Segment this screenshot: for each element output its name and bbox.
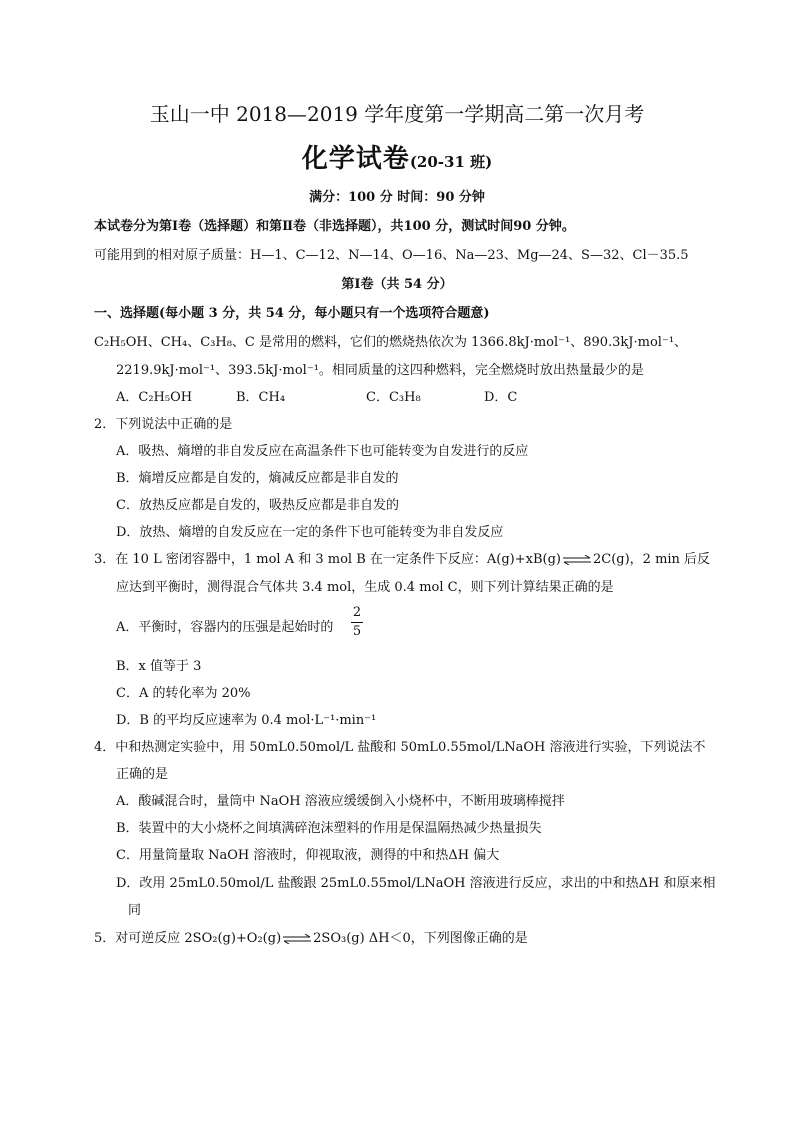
q1-option-a: A．C₂H₅OH <box>116 390 193 405</box>
question-1-options <box>116 389 517 407</box>
q3-option-b: B．x 值等于 3 <box>116 659 202 674</box>
part1-heading: 第Ⅰ卷（共 54 分） <box>341 277 453 292</box>
question-5-stem <box>94 930 528 948</box>
question-4-line-2: 正确的是 <box>116 767 169 782</box>
q3-line-1-post: 2C(g)，2 min 后反 <box>592 552 711 567</box>
question-3-line-2: 应达到平衡时，测得混合气体共 3.4 mol，生成 0.4 mol C，则下列计算结果正确的是 <box>116 580 614 595</box>
q3-line-1-pre: 3．在 10 L 密闭容器中，1 mol A 和 3 mol B 在一定条件下反应：A(g)+xB(g) <box>94 552 561 567</box>
exam-intro: 本试卷分为第Ⅰ卷（选择题）和第Ⅱ卷（非选择题），共100 分，测试时间90 分钟。 <box>94 219 575 234</box>
q2-option-d: D．放热、熵增的自发反应在一定的条件下也可能转变为非自发反应 <box>116 525 504 540</box>
section-title: 一、选择题(每小题 3 分，共 54 分，每小题只有一个选项符合题意) <box>94 306 490 321</box>
q1-option-c: C．C₃H₈ <box>366 390 421 405</box>
q3-fraction <box>351 605 363 640</box>
q4-option-d-line-1: D．改用 25mL0.50mol/L 盐酸跟 25mL0.55mol/LNaOH 溶液进行反应，求出的中和热ΔH 和原来相 <box>116 876 716 891</box>
equilibrium-arrow-icon <box>562 555 592 565</box>
q2-option-b: B．熵增反应都是自发的，熵减反应都是非自发的 <box>116 471 399 486</box>
class-range: (20-31 班) <box>409 153 493 171</box>
atomic-masses: 可能用到的相对原子质量：H—1、C—12、N—14、O—16、Na—23、Mg—24、S—32、Cl－35.5 <box>94 248 689 263</box>
question-3-line-1 <box>94 551 710 569</box>
q2-option-c: C．放热反应都是自发的，吸热反应都是非自发的 <box>116 498 399 513</box>
question-1-line-2: 2219.9kJ·mol⁻¹、393.5kJ·mol⁻¹。相同质量的这四种燃料，完全燃烧时放出热量最少的是 <box>116 363 644 378</box>
exam-title: 玉山一中 2018—2019 学年度第一学期高二第一次月考 <box>149 102 645 126</box>
fraction-bar <box>351 622 363 623</box>
question-2-stem: 2．下列说法中正确的是 <box>94 417 233 432</box>
q3-option-a: A．平衡时，容器内的压强是起始时的 <box>116 620 334 635</box>
q5-stem-post: 2SO₃(g) ΔH＜0，下列图像正确的是 <box>313 931 528 946</box>
fraction-numerator: 2 <box>352 605 362 620</box>
q4-option-d-line-2: 同 <box>128 903 142 918</box>
q5-stem-pre: 5．对可逆反应 2SO₂(g)+O₂(g) <box>94 931 282 946</box>
fraction-denominator: 5 <box>352 624 362 639</box>
q4-option-a: A．酸碱混合时，量筒中 NaOH 溶液应缓缓倒入小烧杯中，不断用玻璃棒搅拌 <box>116 794 565 809</box>
q3-option-d: D．B 的平均反应速率为 0.4 mol·L⁻¹·min⁻¹ <box>116 713 377 728</box>
q2-option-a: A．吸热、熵增的非自发反应在高温条件下也可能转变为自发进行的反应 <box>116 444 529 459</box>
subject-title <box>0 142 794 179</box>
question-1-line-1: C₂H₅OH、CH₄、C₃H₈、C 是常用的燃料，它们的燃烧热依次为 1366.8kJ·mol⁻¹、890.3kJ·mol⁻¹、 <box>94 335 688 350</box>
q1-option-b: B．CH₄ <box>236 390 286 405</box>
q4-option-c: C．用量筒量取 NaOH 溶液时，仰视取液，测得的中和热ΔH 偏大 <box>116 848 500 863</box>
q3-option-c: C．A 的转化率为 20% <box>116 686 251 701</box>
question-4-line-1: 4．中和热测定实验中，用 50mL0.50mol/L 盐酸和 50mL0.55mol/LNaOH 溶液进行实验，下列说法不 <box>94 740 706 755</box>
equilibrium-arrow-icon <box>282 934 312 944</box>
score-time: 满分：100 分 时间：90 分钟 <box>309 190 485 205</box>
q4-option-b: B．装置中的大小烧杯之间填满碎泡沫塑料的作用是保温隔热减少热量损失 <box>116 821 542 836</box>
subject-name: 化学试卷 <box>301 144 410 174</box>
q1-option-d: D．C <box>484 390 518 405</box>
